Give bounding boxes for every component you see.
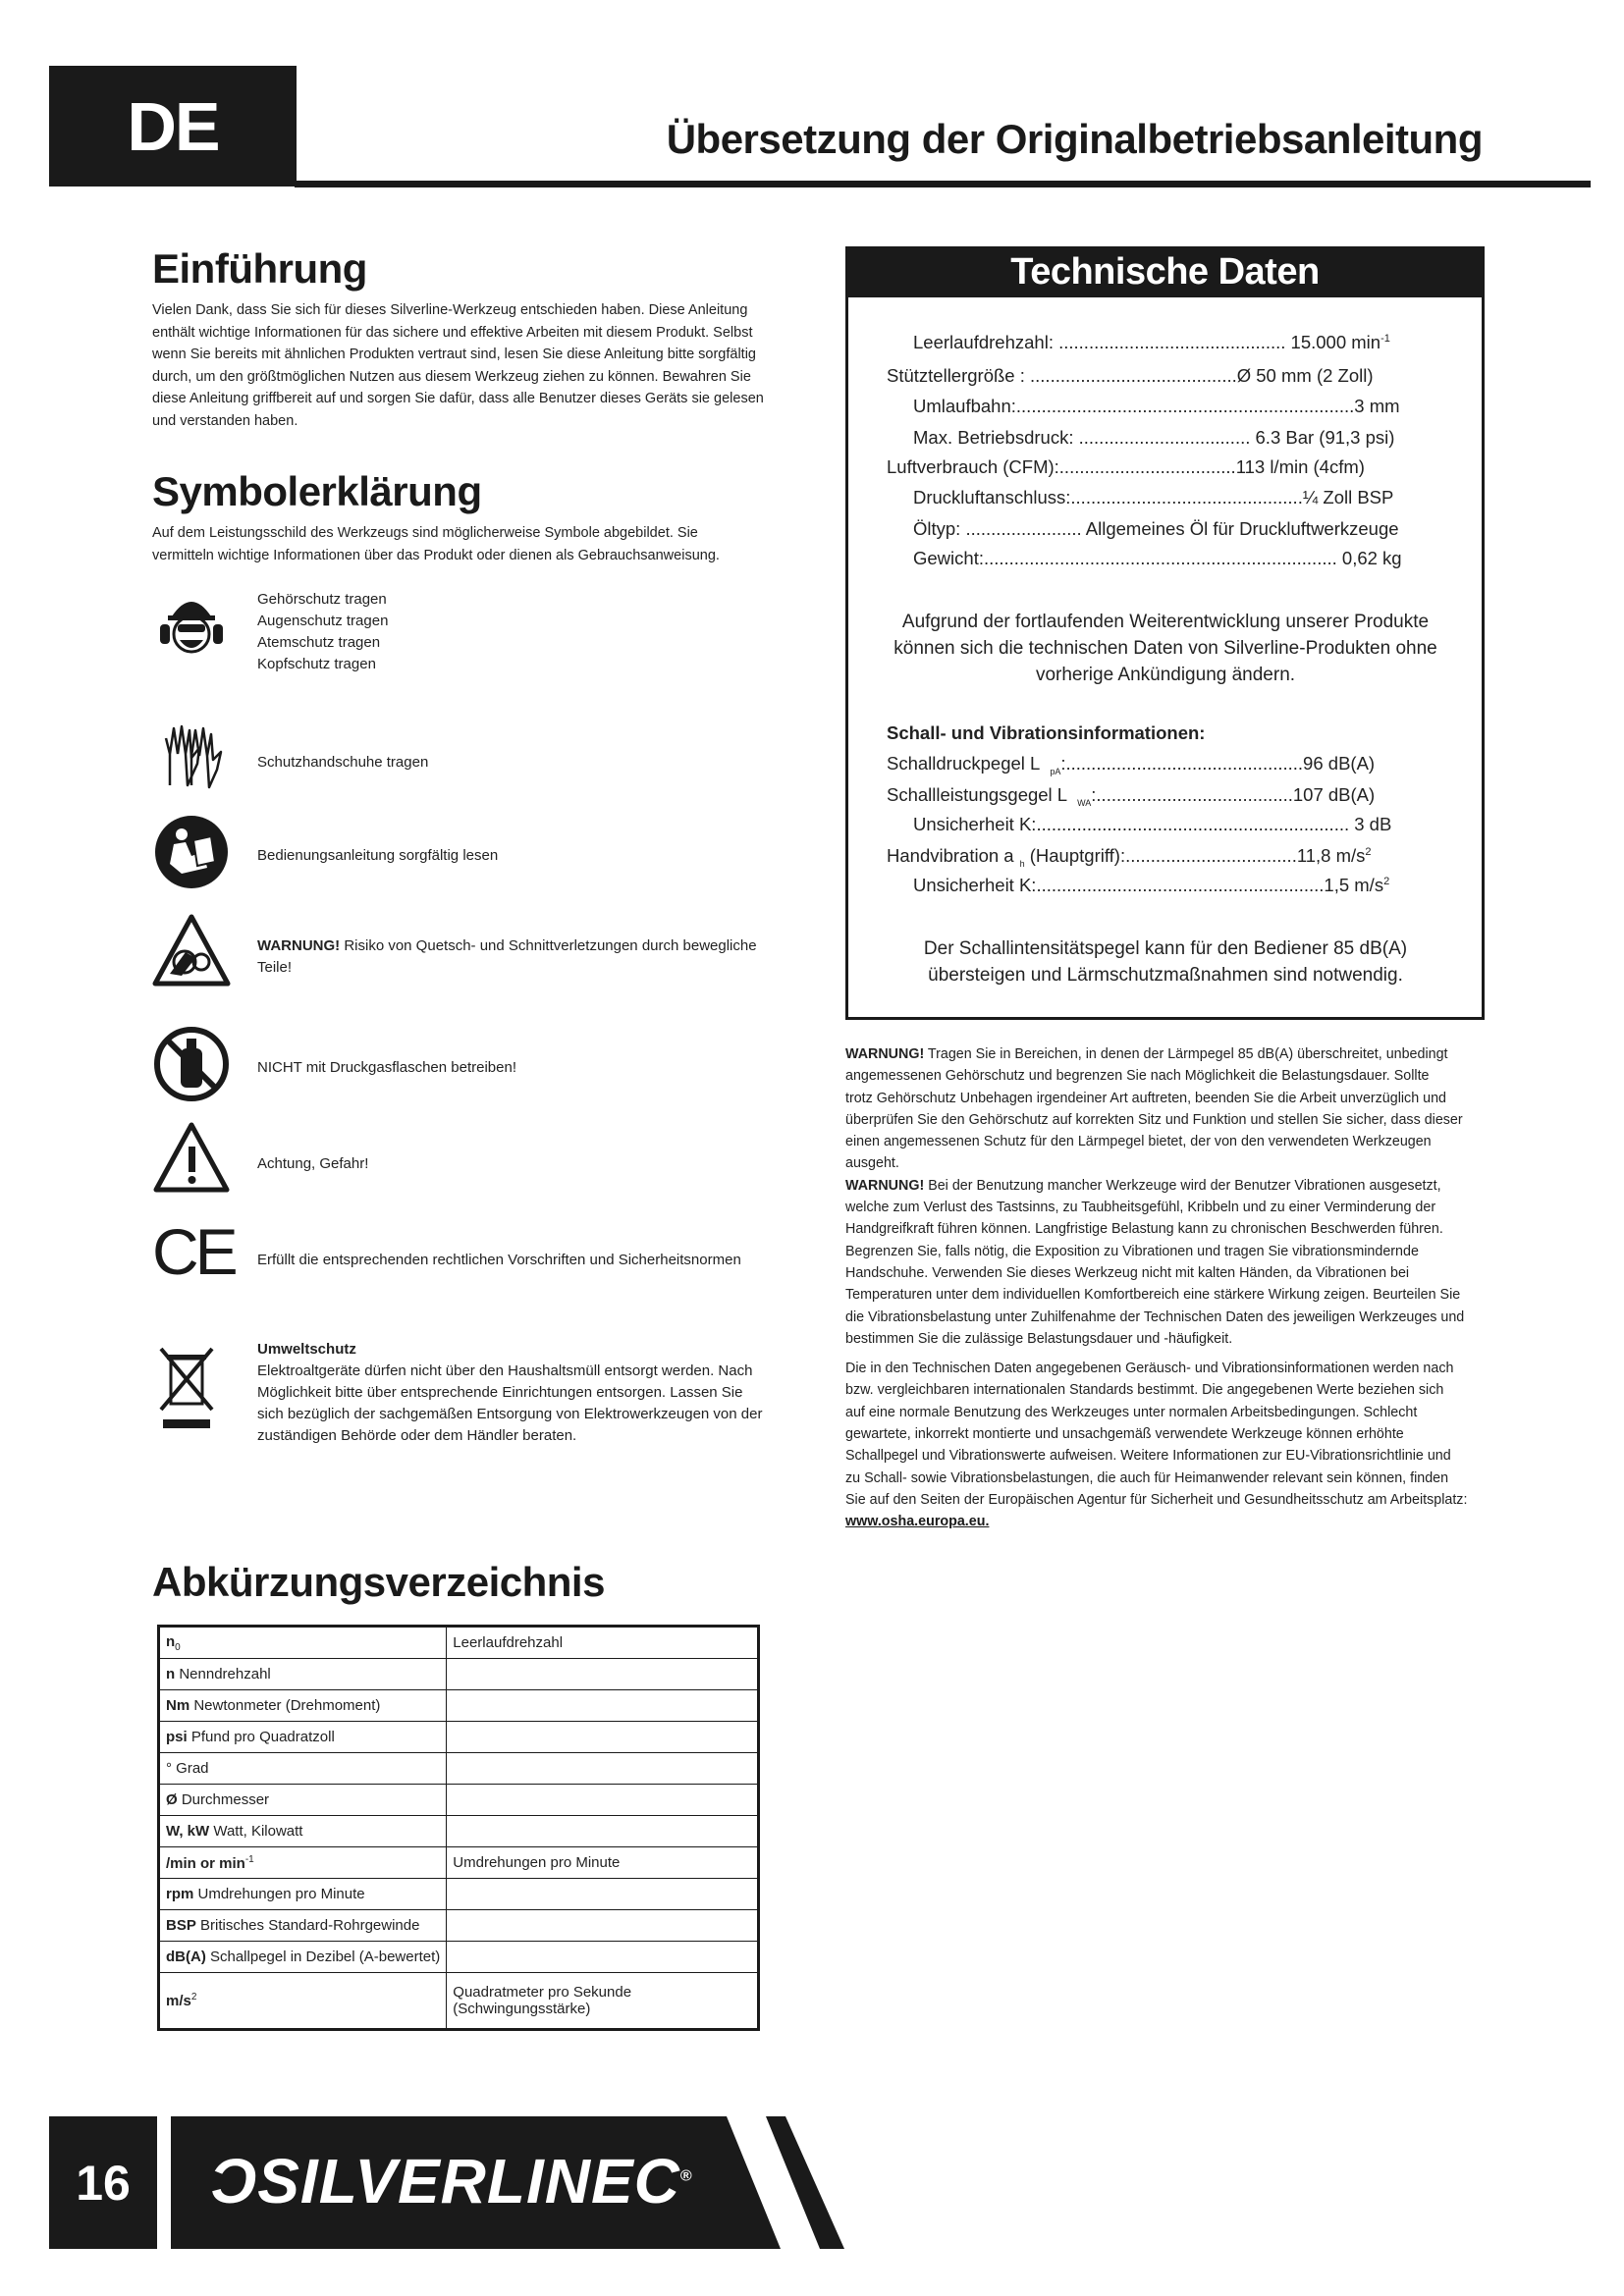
page-number: 16 [76,2155,131,2211]
abbr-value [447,1753,759,1785]
page-title: Übersetzung der Originalbetriebsanleitung [666,116,1483,162]
env-line: Elektroaltgeräte dürfen nicht über den Haushaltsmüll entsorgt werden. Nach [257,1362,753,1379]
spec-sup: -1 [1380,332,1390,345]
spec-oil: Öltyp: ....................... Allgemeines Öl für Druckluftwerkzeuge [913,518,1399,539]
abbr-sub: 0 [175,1641,181,1653]
warnings [845,1043,1493,1533]
read-manual-icon [152,813,231,891]
table-row [159,1785,759,1816]
spec-rpm [913,332,1390,353]
weee-bin-icon [157,1345,216,1433]
sound-sub: pA [1050,766,1061,776]
abbr-desc: Schallpegel in Dezibel (A-bewertet) [205,1949,441,1965]
table-row [159,1690,759,1722]
symbols-text [152,522,781,566]
warning-line: Temperaturen unter dem individuellen Komfortbereich eine stärkere Wirkung zeigen. Beurteilen Sie [845,1287,1461,1304]
env-title: Umweltschutz [257,1341,356,1358]
abbr-key: psi [166,1729,188,1745]
env-line: zuständigen Behörde oder dem Händler beraten. [257,1427,577,1444]
intro-heading: Einführung [152,245,367,292]
abbreviation-table [157,1625,760,2031]
abbr-key: n [166,1632,176,1650]
manual-text: Bedienungsanleitung sorgfältig lesen [257,847,499,864]
sound-text: Schallleistungsgegel L [887,784,1068,805]
table-row [159,1942,759,1973]
ce-text: Erfüllt die entsprechenden rechtlichen Vorschriften und Sicherheitsnormen [257,1252,741,1268]
tech-note-line: können sich die technischen Daten von Silverline-Produkten ohne [893,638,1437,659]
crush-line: Risiko von Quetsch- und Schnittverletzungen durch bewegliche [340,937,757,954]
intro-line: wenn Sie bereits mit ähnlichen Produkten vertraut sind, lesen Sie diese Anleitung bitte sorgfältig [152,347,756,363]
abbr-value [447,1816,759,1847]
info-line: gewartete, inkorrekt montierte und unsachgemäß verwendete Werkzeuge können erhöhte [845,1426,1404,1443]
warning-line: trotz Gehörschutz Unbehagen irgendeiner Art auftreten, beenden Sie die Arbeit unverzüglich und [845,1090,1446,1106]
table-row [159,1659,759,1690]
abbr-desc: Pfund pro Quadratzoll [187,1729,335,1745]
info-line: auf eine normale Benutzung des Werkzeuges unter normalen Arbeitsbedingungen. Schlecht [845,1404,1418,1420]
sound-heading: Schall- und Vibrationsinformationen: [887,722,1206,743]
spec-pad: Stütztellergröße : .........................................Ø 50 mm (2 Zoll) [887,365,1374,386]
abbr-key: W, kW [166,1823,210,1840]
ppe-line: Augenschutz tragen [257,613,389,629]
ppe-line: Gehörschutz tragen [257,591,387,608]
abbr-desc: Grad [172,1760,209,1777]
abbr-desc: Nenndrehzahl [175,1666,271,1682]
intro-line: Vielen Dank, dass Sie sich für dieses Silverline-Werkzeug entschieden haben. Diese Anleitung [152,302,748,318]
crush-warning-label: WARNUNG! [257,937,341,954]
info-line: bzw. vergleichbaren internationalen Standards bestimmt. Die angegebenen Werte beziehen sich [845,1382,1444,1399]
ppe-line: Kopfschutz tragen [257,656,376,672]
info-line: Schallpegel und Vibrationswerte aufweisen. Weitere Informationen zur EU-Vibrationsrichtlinie und [845,1448,1451,1465]
warning-line: Bei der Benutzung mancher Werkzeuge wird der Benutzer Vibrationen ausgesetzt, [924,1177,1441,1194]
gas-text: NICHT mit Druckgasflaschen betreiben! [257,1059,516,1076]
intro-line: und verstanden haben. [152,412,298,429]
abbr-key: ° [166,1760,172,1777]
table-row [159,1973,759,2030]
abbr-value [447,1910,759,1942]
abbr-key: Nm [166,1697,190,1714]
abbr-desc: Durchmesser [177,1791,270,1808]
footer-swoosh [727,2116,1591,2249]
spec-text: Leerlaufdrehzahl: ............................................. 15.000 min [913,332,1381,352]
sound-sub: WA [1077,797,1092,808]
spec-air: Luftverbrauch (CFM):...................................113 l/min (4cfm) [887,456,1365,477]
gloves-icon [152,717,231,795]
abbr-key: Ø [166,1791,178,1808]
env-line: Möglichkeit bitte über entsprechende Einrichtungen entsorgen. Lassen Sie [257,1384,743,1401]
abbr-sup: 2 [190,1992,197,2002]
abbr-key: rpm [166,1886,194,1902]
spec-inlet: Druckluftanschluss:..............................................¼ Zoll BSP [913,487,1394,507]
abbr-value: Quadratmeter pro Sekunde (Schwingungsstärke) [447,1973,759,2030]
abbr-value [447,1942,759,1973]
sound-note-line: Der Schallintensitätspegel kann für den Bediener 85 dB(A) [923,938,1408,959]
osha-link[interactable]: www.osha.europa.eu. [845,1514,990,1530]
abbr-value [447,1879,759,1910]
sound-sup: 2 [1383,875,1390,887]
table-row [159,1627,759,1659]
symbols-heading: Symbolerklärung [152,468,482,514]
abbr-key: m/s [166,1993,191,2009]
sound-note [864,935,1467,988]
abbr-value [447,1690,759,1722]
danger-icon [152,1119,231,1198]
sound-sup: 2 [1365,845,1372,858]
abbr-value [447,1722,759,1753]
spec-pressure: Max. Betriebsdruck: .................................. 6.3 Bar (91,3 psi) [913,427,1395,448]
no-gas-cylinder-icon [152,1025,231,1103]
spec-weight: Gewicht:...................................................................... 0,62 kg [913,548,1402,568]
symbols-line: Auf dem Leistungsschild des Werkzeugs sind möglicherweise Symbole abgebildet. Sie [152,525,698,541]
abbr-value: Umdrehungen pro Minute [447,1847,759,1879]
spec-orbit: Umlaufbahn:...................................................................3 mm [913,396,1400,416]
danger-text: Achtung, Gefahr! [257,1155,369,1172]
warning-line: bestimmen Sie die zulässige Belastungsdauer und -häufigkeit. [845,1330,1233,1347]
warning-line: Begrenzen Sie, falls nötig, die Exposition zu Vibrationen und tragen Sie vibrationsmindernde [845,1243,1419,1259]
hand-vibration [887,845,1372,869]
abbr-sup: -1 [244,1853,254,1865]
ppe-icon [152,587,231,666]
sound-text: Unsicherheit K:.........................................................1,5 m/s [913,875,1384,895]
abbr-desc: Britisches Standard-Rohrgewinde [195,1917,420,1934]
brand-text: ƆSILVERLINEC [211,2146,680,2216]
sound-pressure [887,753,1375,776]
intro-line: durch, um den größtmöglichen Nutzen aus diesem Werkzeug ziehen zu können. Bewahren Sie [152,368,751,385]
abbr-desc: Watt, Kilowatt [209,1823,303,1840]
crush-text [257,935,757,979]
table-row [159,1753,759,1785]
info-line: zu Schall- sowie Vibrationsbelastungen, die auch für Heimanwender relevant sein können, finden [845,1469,1449,1486]
ppe-line: Atemschutz tragen [257,634,381,651]
sound-text: (Hauptgriff):..................................11,8 m/s [1024,845,1366,866]
tech-data-heading: Technische Daten [845,246,1485,297]
gloves-text: Schutzhandschuhe tragen [257,754,429,771]
tech-note-line: Aufgrund der fortlaufenden Weiterentwicklung unserer Produkte [901,612,1430,632]
footer-divider [157,2116,171,2249]
vibration-uncertainty [913,875,1389,896]
abbr-value [447,1785,759,1816]
info-line: Die in den Technischen Daten angegebenen Geräusch- und Vibrationsinformationen werden nach [845,1361,1454,1377]
sound-sub: h [1019,858,1025,869]
warning-line: einen angemessenen Schutz für den Lärmpegel bietet, der von den verwendeten Werkzeugen [845,1134,1432,1150]
info-line: Sie auf den Seiten der Europäischen Agentur für Sicherheit und Gesundheitsschutz am Arbeitsplatz: [845,1491,1468,1508]
warning-line: angemessenen Gehörschutz und begrenzen Sie nach Möglichkeit die Belastungsdauer. Sollte [845,1068,1430,1085]
abbr-value: Leerlaufdrehzahl [447,1627,759,1659]
warning-label: WARNUNG! [845,1046,925,1062]
abbr-desc: Umdrehungen pro Minute [193,1886,365,1902]
env-line: sich bezüglich der sachgemäßen Entsorgung von Elektrowerkzeugen von der [257,1406,763,1422]
sound-text: Handvibration a [887,845,1014,866]
sound-power [887,784,1375,808]
registered-mark: ® [679,2167,693,2185]
warning-line: ausgeht. [845,1155,899,1172]
header-rule [295,181,1591,187]
sound-uncertainty: Unsicherheit K:.............................................................. 3 dB [913,814,1392,834]
abbr-value [447,1659,759,1690]
symbols-line: vermitteln wichtige Informationen über das Produkt oder dienen als Gebrauchsanweisung. [152,547,720,563]
abbr-key: /min or min [166,1854,245,1872]
intro-line: enthält wichtige Informationen für das sichere und effektive Arbeiten mit diesem Produkt. Selbst [152,324,753,341]
abbr-desc: Newtonmeter (Drehmoment) [189,1697,381,1714]
abbr-key: dB(A) [166,1949,206,1965]
tech-note-line: vorherige Ankündigung ändern. [1035,665,1296,685]
table-row [159,1847,759,1879]
abbr-key: n [166,1666,176,1682]
warning-line: welche zum Verlust des Tastsinns, zu Taubheitsgefühl, Kribbeln und zu einer Verminderung der [845,1200,1436,1216]
table-row [159,1910,759,1942]
env-text [257,1339,762,1447]
intro-text [152,299,781,433]
silverline-logo [211,2145,693,2217]
warning-line: die Vibrationsbelastung unter Zuhilfenahme der Technischen Daten des jeweiligen Werkzeuges und [845,1308,1465,1325]
warning-label: WARNUNG! [845,1177,925,1194]
abbr-key: BSP [166,1917,196,1934]
sound-text: Schalldruckpegel L [887,753,1041,774]
abbr-heading: Abkürzungsverzeichnis [152,1559,605,1605]
language-code: DE [127,87,219,165]
table-row [159,1816,759,1847]
warning-line: Tragen Sie in Bereichen, in denen der Lärmpegel 85 dB(A) überschreitet, unbedingt [924,1046,1448,1062]
tech-note [864,609,1467,688]
sound-text: :...............................................96 dB(A) [1060,753,1376,774]
sound-note-line: übersteigen und Lärmschutzmaßnahmen sind notwendig. [928,965,1403,986]
sound-text: :.......................................107 dB(A) [1091,784,1376,805]
intro-line: diese Anleitung griffbereit auf und sorgen Sie dafür, dass alle Benutzer dieses Geräts sie gelesen [152,391,764,407]
ce-mark-icon: CE [152,1215,235,1288]
crush-line: Teile! [257,959,293,976]
crush-warning-icon [152,913,231,991]
ppe-text [257,589,388,675]
warning-line: überprüfen Sie den Gehörschutz auf korrekten Sitz und Funktion und stellen Sie sicher, dass dieser [845,1111,1463,1128]
table-row [159,1879,759,1910]
warning-line: Handschuhe. Verwenden Sie dieses Werkzeug nicht mit kalten Händen, da Vibrationen bei [845,1264,1410,1281]
warning-line: Handgreifkraft führen können. Langfristige Belastung kann zu chronischen Beschwerden führen. [845,1221,1443,1238]
table-row [159,1722,759,1753]
